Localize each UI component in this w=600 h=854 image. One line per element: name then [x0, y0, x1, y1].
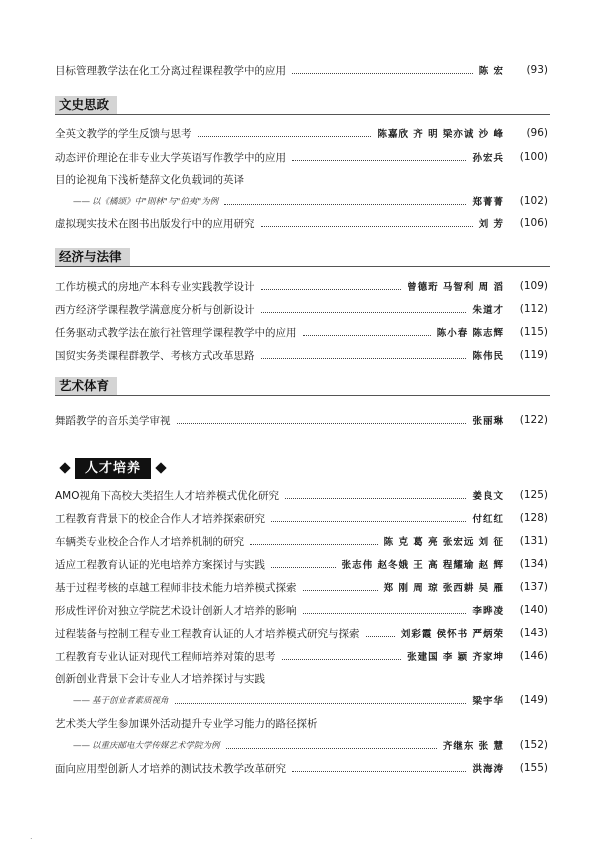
entry-title: 全英文教学的学生反馈与思考 [55, 127, 192, 140]
entry-title: 舞蹈教学的音乐美学审视 [55, 414, 171, 427]
entry-authors: 洪海涛 [472, 764, 504, 775]
entry-page: (137) [519, 581, 548, 593]
leader-dots [303, 613, 467, 614]
entry-page: (106) [519, 217, 548, 229]
diamond-icon [155, 462, 166, 473]
entry-page: (102) [519, 195, 548, 207]
entry-title: 适应工程教育认证的光电培养方案探讨与实践 [55, 558, 265, 571]
entry-page: (146) [519, 650, 548, 662]
leader-dots [224, 204, 466, 205]
section-label: 文史思政 [55, 96, 117, 114]
toc-entry-subtitle[interactable] [55, 691, 548, 709]
leader-dots [198, 136, 372, 137]
entry-title: 国贸实务类课程群教学、考核方式改革思路 [55, 349, 255, 362]
entry-authors: 梁宇华 [472, 696, 504, 707]
leader-dots [292, 73, 473, 74]
leader-dots [285, 498, 466, 499]
entry-subtitle: —— 基于创业者素质视角 [55, 694, 169, 706]
entry-title: 车辆类专业校企合作人才培养机制的研究 [55, 535, 244, 548]
entry-page: (128) [519, 512, 548, 524]
entry-authors: 陈 克 葛 亮 张宏远 刘 征 [383, 537, 504, 548]
entry-title: 目的论视角下浅析楚辞文化负载词的英译 [55, 173, 244, 186]
toc-entry-title-line[interactable] [55, 714, 548, 732]
toc-entry[interactable] [55, 61, 548, 79]
entry-authors: 陈嘉欣 齐 明 梁亦诚 沙 峰 [377, 129, 504, 140]
entry-authors: 姜良文 [472, 491, 504, 502]
toc-entry[interactable] [55, 323, 548, 341]
section-header-rencai [55, 457, 171, 479]
entry-authors: 张志伟 赵冬娥 王 高 程耀瑜 赵 辉 [341, 560, 504, 571]
entry-page: (134) [519, 558, 548, 570]
entry-authors: 曾德珩 马智利 周 滔 [407, 282, 504, 293]
entry-page: (125) [519, 489, 548, 501]
leader-dots [261, 358, 467, 359]
toc-entry[interactable] [55, 411, 548, 429]
entry-page: (155) [519, 762, 548, 774]
leader-dots [271, 521, 466, 522]
entry-page: (119) [519, 349, 548, 361]
section-label: 人才培养 [75, 458, 151, 479]
entry-title: 目标管理教学法在化工分离过程课程教学中的应用 [55, 64, 286, 77]
entry-page: (143) [519, 627, 548, 639]
entry-title: 形成性评价对独立学院艺术设计创新人才培养的影响 [55, 604, 297, 617]
toc-entry[interactable] [55, 148, 548, 166]
toc-entry[interactable] [55, 346, 548, 364]
entry-authors: 张建国 李 颖 齐家坤 [407, 652, 504, 663]
leader-dots [303, 335, 431, 336]
entry-page: (122) [519, 414, 548, 426]
section-header-yishu [55, 377, 550, 396]
diamond-icon [59, 462, 70, 473]
entry-title: 任务驱动式教学法在旅行社管理学课程教学中的应用 [55, 326, 297, 339]
entry-authors: 李晔凌 [472, 606, 504, 617]
entry-page: (140) [519, 604, 548, 616]
toc-entry[interactable] [55, 555, 548, 573]
section-label: 艺术体育 [55, 377, 117, 395]
toc-entry[interactable] [55, 300, 548, 318]
leader-dots [271, 567, 336, 568]
toc-entry[interactable] [55, 277, 548, 295]
leader-dots [226, 748, 437, 749]
entry-title: 艺术类大学生参加课外活动提升专业学习能力的路径探析 [55, 717, 318, 730]
entry-title: 西方经济学课程教学满意度分析与创新设计 [55, 303, 255, 316]
entry-authors: 付红红 [472, 514, 504, 525]
entry-page: (149) [519, 694, 548, 706]
entry-page: (93) [526, 64, 548, 76]
leader-dots [303, 590, 378, 591]
entry-authors: 郑 刚 周 琼 张西耕 吴 雁 [383, 583, 504, 594]
leader-dots [261, 312, 467, 313]
entry-title: 虚拟现实技术在图书出版发行中的应用研究 [55, 217, 255, 230]
toc-entry[interactable] [55, 532, 548, 550]
leader-dots [282, 659, 402, 660]
footer-mark: . [30, 832, 33, 841]
section-label: 经济与法律 [55, 248, 130, 266]
toc-entry-subtitle[interactable] [55, 736, 548, 754]
toc-entry[interactable] [55, 124, 548, 142]
entry-title: 工作坊模式的房地产本科专业实践教学设计 [55, 280, 255, 293]
entry-page: (96) [526, 127, 548, 139]
leader-dots [292, 771, 466, 772]
entry-authors: 郑菁菁 [472, 197, 504, 208]
section-header-wenshi [55, 96, 550, 115]
leader-dots [177, 423, 467, 424]
entry-page: (115) [519, 326, 548, 338]
entry-authors: 齐继东 张 慧 [442, 741, 504, 752]
entry-title: 工程教育专业认证对现代工程师培养对策的思考 [55, 650, 276, 663]
entry-page: (152) [519, 739, 548, 751]
leader-dots [250, 544, 378, 545]
entry-title: AMO视角下高校大类招生人才培养模式优化研究 [55, 489, 280, 502]
entry-title: 过程装备与控制工程专业工程教育认证的人才培养模式研究与探索 [55, 627, 360, 640]
entry-page: (112) [519, 303, 548, 315]
entry-page: (109) [519, 280, 548, 292]
toc-entry-subtitle[interactable] [55, 192, 548, 210]
toc-entry-title-line[interactable] [55, 669, 548, 687]
entry-authors: 陈小春 陈志辉 [436, 328, 504, 339]
entry-title: 动态评价理论在非专业大学英语写作教学中的应用 [55, 151, 286, 164]
entry-authors: 陈伟民 [472, 351, 504, 362]
toc-entry[interactable] [55, 647, 548, 665]
entry-authors: 刘 芳 [478, 219, 504, 230]
leader-dots [366, 636, 395, 637]
leader-dots [292, 160, 466, 161]
entry-authors: 张丽琳 [472, 416, 504, 427]
toc-entry[interactable] [55, 624, 548, 642]
entry-page: (131) [519, 535, 548, 547]
entry-title: 面向应用型创新人才培养的测试技术教学改革研究 [55, 762, 286, 775]
toc-entry[interactable] [55, 509, 548, 527]
toc-entry[interactable] [55, 486, 548, 504]
toc-entry[interactable] [55, 601, 548, 619]
toc-entry[interactable] [55, 578, 548, 596]
section-header-jingji [55, 248, 550, 267]
entry-title: 基于过程考核的卓越工程师非技术能力培养模式探索 [55, 581, 297, 594]
toc-entry[interactable] [55, 214, 548, 232]
entry-title: 创新创业背景下会计专业人才培养探讨与实践 [55, 672, 265, 685]
entry-authors: 朱道才 [472, 305, 504, 316]
entry-subtitle: —— 以重庆邮电大学传媒艺术学院为例 [55, 739, 220, 751]
entry-page: (100) [519, 151, 548, 163]
entry-authors: 刘彩霞 侯怀书 严炳荣 [400, 629, 504, 640]
toc-entry-title-line[interactable] [55, 170, 548, 188]
toc-entry[interactable] [55, 759, 548, 777]
entry-subtitle: —— 以《橘颂》中"則林"与"伯夷"为例 [55, 195, 218, 207]
entry-authors: 陈 宏 [478, 66, 504, 77]
leader-dots [261, 226, 473, 227]
leader-dots [261, 289, 402, 290]
entry-authors: 孙宏兵 [472, 153, 504, 164]
entry-title: 工程教育背景下的校企合作人才培养探索研究 [55, 512, 265, 525]
leader-dots [175, 703, 467, 704]
